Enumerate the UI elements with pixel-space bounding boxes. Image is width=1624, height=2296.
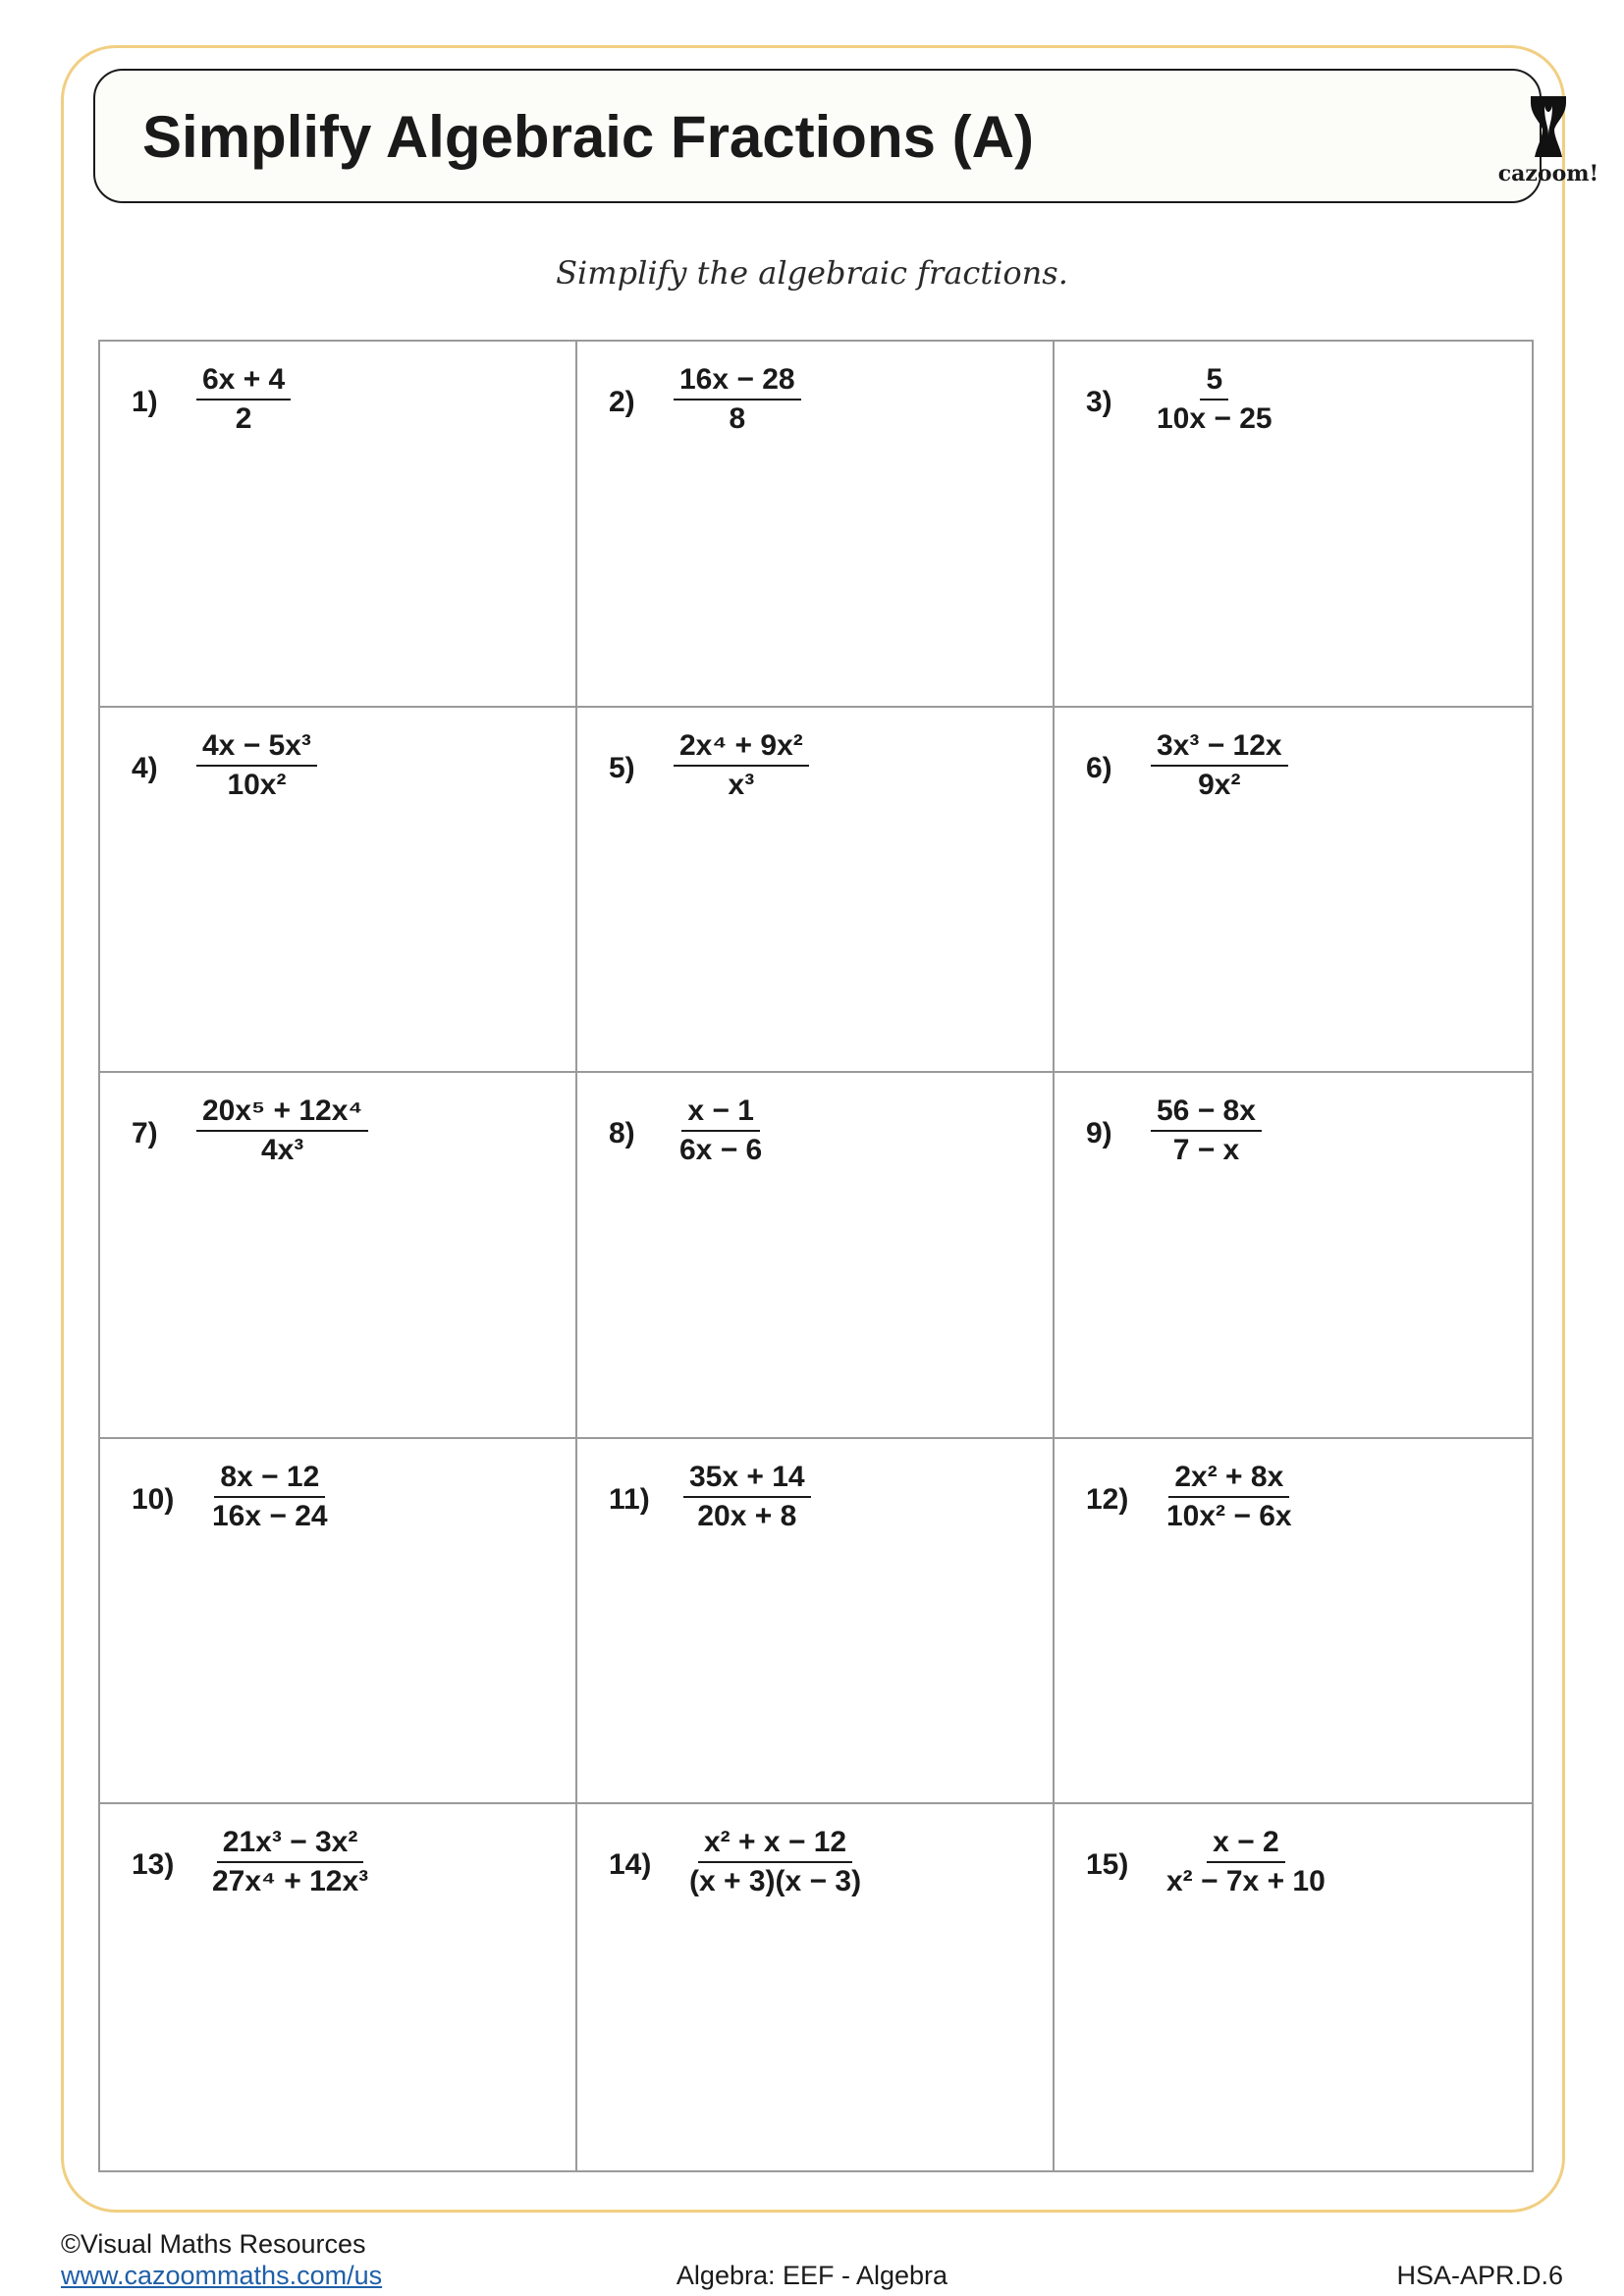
numerator: 5 <box>1200 361 1228 400</box>
denominator: 2 <box>235 402 252 435</box>
denominator: 7 − x <box>1172 1134 1240 1167</box>
question-cell-12 <box>1055 1439 1532 1805</box>
numerator: 2x⁴ + 9x² <box>674 727 809 767</box>
numerator: 56 − 8x <box>1151 1093 1262 1132</box>
question-number: 9) <box>1086 1117 1112 1150</box>
page-title: Simplify Algebraic Fractions (A) <box>142 104 1034 170</box>
question-cell-8 <box>577 1073 1055 1439</box>
copyright-text: ©Visual Maths Resources <box>61 2229 366 2259</box>
question-number: 6) <box>1086 751 1112 784</box>
fraction <box>196 727 317 804</box>
question-number: 3) <box>1086 386 1112 418</box>
question-cell-1 <box>100 342 577 708</box>
question-number: 12) <box>1086 1482 1129 1516</box>
question-cell-7 <box>100 1073 577 1439</box>
fraction <box>674 1093 768 1169</box>
question-cell-6 <box>1055 708 1532 1074</box>
question-number: 7) <box>132 1117 158 1150</box>
question-number: 13) <box>132 1848 175 1882</box>
denominator: 27x⁴ + 12x³ <box>212 1865 369 1898</box>
denominator: 10x − 25 <box>1157 402 1272 435</box>
numerator: 4x − 5x³ <box>196 727 317 767</box>
fraction <box>196 361 291 438</box>
instruction-text: Simplify the algebraic fractions. <box>556 254 1068 292</box>
question-cell-2 <box>577 342 1055 708</box>
question-cell-14 <box>577 1804 1055 2170</box>
numerator: x − 2 <box>1207 1824 1285 1863</box>
denominator: 20x + 8 <box>697 1499 797 1532</box>
question-cell-11 <box>577 1439 1055 1805</box>
website-link[interactable]: www.cazoommaths.com/us <box>61 2261 383 2290</box>
question-cell-5 <box>577 708 1055 1074</box>
denominator: x² − 7x + 10 <box>1166 1865 1326 1898</box>
numerator: x − 1 <box>681 1093 760 1132</box>
question-cell-10 <box>100 1439 577 1805</box>
question-number: 5) <box>609 751 635 784</box>
fraction <box>1151 1093 1262 1169</box>
question-cell-4 <box>100 708 577 1074</box>
fraction <box>206 1459 334 1535</box>
footer-standard: HSA-APR.D.6 <box>1396 2261 1563 2290</box>
numerator: 8x − 12 <box>214 1459 325 1498</box>
fraction <box>1161 1824 1331 1900</box>
question-number: 14) <box>609 1848 652 1882</box>
numerator: 6x + 4 <box>196 361 291 400</box>
question-cell-13 <box>100 1804 577 2170</box>
numerator: 16x − 28 <box>674 361 801 400</box>
fraction <box>674 727 809 804</box>
question-number: 2) <box>609 386 635 418</box>
fraction <box>196 1093 368 1169</box>
footer-topic: Algebra: EEF - Algebra <box>676 2261 948 2290</box>
denominator: 16x − 24 <box>212 1499 328 1532</box>
title-banner <box>93 69 1599 203</box>
numerator: 3x³ − 12x <box>1151 727 1288 767</box>
denominator: 6x − 6 <box>679 1134 763 1167</box>
fraction <box>1151 361 1278 438</box>
logo-wordmark: cazoom! <box>1497 161 1599 187</box>
denominator: 9x² <box>1198 768 1241 801</box>
numerator: 20x⁵ + 12x⁴ <box>196 1093 368 1132</box>
fraction <box>683 1459 811 1535</box>
question-number: 15) <box>1086 1848 1129 1882</box>
denominator: 4x³ <box>260 1134 304 1167</box>
numerator: x² + x − 12 <box>698 1824 852 1863</box>
djembe-drum-icon <box>1480 92 1617 163</box>
fraction <box>206 1824 374 1900</box>
question-cell-3 <box>1055 342 1532 708</box>
fraction <box>674 361 801 438</box>
question-cell-9 <box>1055 1073 1532 1439</box>
question-grid <box>98 340 1534 2172</box>
fraction <box>683 1824 867 1900</box>
numerator: 21x³ − 3x² <box>217 1824 364 1863</box>
question-number: 1) <box>132 386 158 418</box>
denominator: x³ <box>728 768 755 801</box>
question-cell-15 <box>1055 1804 1532 2170</box>
question-number: 10) <box>132 1482 175 1516</box>
denominator: 10x² <box>227 768 287 801</box>
cazoom-logo <box>1480 92 1617 190</box>
denominator: 8 <box>729 402 746 435</box>
numerator: 2x² + 8x <box>1168 1459 1289 1498</box>
fraction <box>1151 727 1288 804</box>
question-number: 8) <box>609 1117 635 1150</box>
denominator: (x + 3)(x − 3) <box>689 1865 862 1898</box>
question-number: 11) <box>609 1482 650 1516</box>
fraction <box>1161 1459 1298 1535</box>
question-number: 4) <box>132 751 158 784</box>
numerator: 35x + 14 <box>683 1459 811 1498</box>
denominator: 10x² − 6x <box>1166 1499 1292 1532</box>
